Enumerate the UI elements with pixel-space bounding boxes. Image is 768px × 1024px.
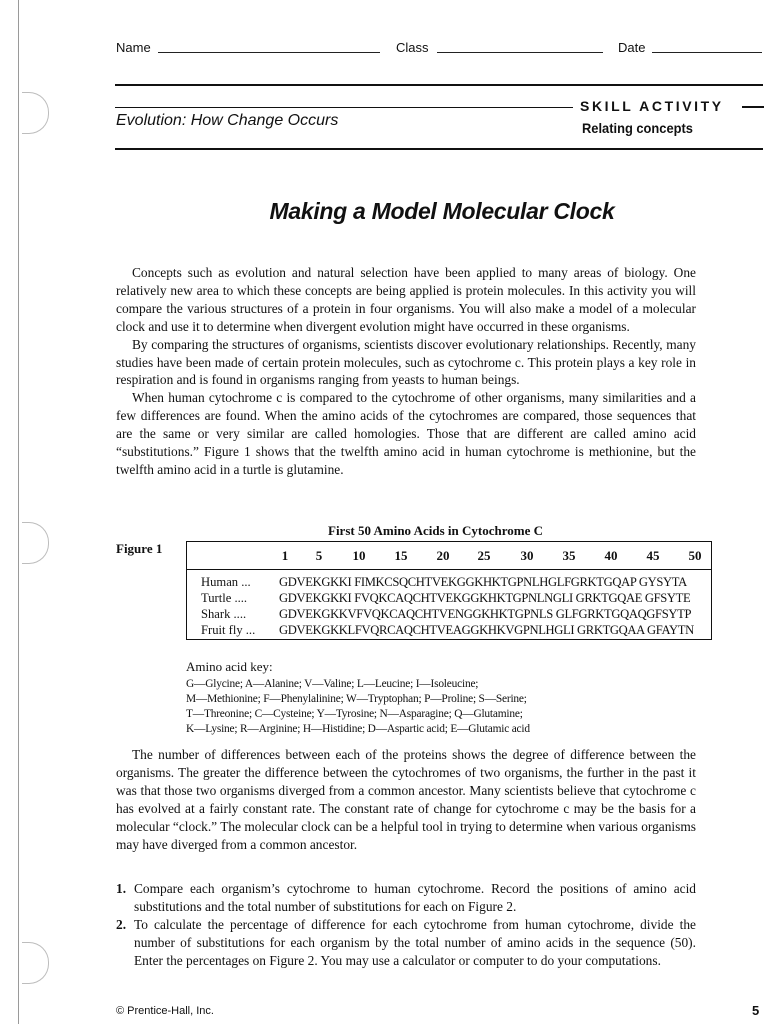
sequence: GDVEKGKKI FIMKCSQCHTVEKGGKHKTGPNLHGLFGRKTGQAP GYSYTA bbox=[279, 575, 687, 589]
step-number: 1. bbox=[116, 881, 127, 896]
sequence: GDVEKGKKVFVQKCAQCHTVENGGKHKTGPNLS GLFGRKTGQAQGFSYTP bbox=[279, 607, 692, 621]
key-line: M—Methionine; F—Phenylalinine; W—Tryptophan; P—Proline; S—Serine; bbox=[186, 693, 527, 705]
page-number: 5 bbox=[752, 1003, 760, 1018]
class-field[interactable] bbox=[437, 52, 603, 53]
column-number: 20 bbox=[436, 548, 450, 563]
instruction-steps bbox=[116, 880, 696, 970]
key-line: G—Glycine; A—Alanine; V—Valine; L—Leucine; I—Isoleucine; bbox=[186, 678, 479, 690]
organism-name: Fruit fly ... bbox=[201, 623, 256, 637]
key-line: K—Lysine; R—Arginine; H—Histidine; D—Aspartic acid; E—Glutamic acid bbox=[186, 723, 530, 735]
name-field[interactable] bbox=[158, 52, 380, 53]
skill-type: Relating concepts bbox=[582, 120, 693, 136]
paragraph: By comparing the structures of organisms, scientists discover evolutionary relationships. Recently, many studies have been made of certain protein molecules, such as cytochrome c. This protein plays a key role in respiration and is found in organisms ranging from yeasts to human beings. bbox=[116, 336, 696, 388]
header-rule bbox=[115, 84, 763, 86]
class-label: Class bbox=[396, 40, 429, 55]
organism-name: Human ... bbox=[201, 575, 251, 589]
column-number: 15 bbox=[394, 548, 408, 563]
body-text bbox=[116, 746, 696, 853]
column-number: 5 bbox=[315, 548, 323, 563]
sequence: GDVEKGKKLFVQRCAQCHTVEAGGKHKVGPNLHGLI GRKTGQAA GFAYTN bbox=[279, 623, 694, 637]
name-label: Name bbox=[116, 40, 151, 55]
page-title: Making a Model Molecular Clock bbox=[269, 198, 615, 224]
column-number: 1 bbox=[281, 548, 289, 563]
paragraph: When human cytochrome c is compared to the cytochrome of other organisms, many similarities and a few differences are found. When the amino acids of the cytochromes are compared, those sequences that are the same or very similar are called homologies. Those that are different are called amino acid “substitutions.” Figure 1 shows that the twelfth amino acid in human cytochrome is methionine, but the twelfth amino acid in a turtle is glutamine. bbox=[116, 390, 696, 477]
figure-title: First 50 Amino Acids in Cytochrome C bbox=[328, 523, 543, 538]
skill-activity-label: SKILL ACTIVITY bbox=[580, 98, 724, 114]
step-text: To calculate the percentage of difference for each cytochrome from human cytochrome, divide the number of substitutions for each organism by the total number of amino acids in the sequence (50). Enter the percentages on Figure 2. You may use a calculator or computer to do your computations. bbox=[134, 916, 696, 968]
column-number: 50 bbox=[688, 548, 702, 563]
organism-name: Shark .... bbox=[201, 607, 247, 621]
skill-dash bbox=[742, 106, 764, 108]
step-number: 2. bbox=[116, 916, 127, 932]
table-row bbox=[201, 574, 687, 590]
table-header-row bbox=[187, 542, 711, 570]
binding-margin-line bbox=[18, 0, 19, 1024]
intro-text bbox=[116, 264, 696, 479]
amino-acid-table bbox=[186, 541, 712, 640]
date-label: Date bbox=[618, 40, 646, 55]
punch-hole-shadow bbox=[22, 92, 49, 134]
amino-acid-key-heading: Amino acid key: bbox=[186, 659, 273, 674]
punch-hole-shadow bbox=[22, 942, 49, 984]
table-row bbox=[201, 590, 690, 606]
column-number: 10 bbox=[352, 548, 366, 563]
column-number: 30 bbox=[520, 548, 534, 563]
date-field[interactable] bbox=[652, 52, 762, 53]
table-row bbox=[201, 606, 691, 622]
paragraph: The number of differences between each of the proteins shows the degree of difference between the organisms. The greater the difference between the cytochromes of two organisms, the further in the past it was that those two organisms diverged from a common ancestor. Many scientists believe that cytochrome c has evolved at a fairly constant rate. The constant rate of change for cytochrome c may be the basis for a molecular “clock.” The molecular clock can be a helpful tool in trying to determine when various organisms may have diverged from a common ancestor. bbox=[116, 747, 696, 852]
step-text: Compare each organism’s cytochrome to human cytochrome. Record the positions of amino acid substitutions and the total number of substitutions for each on Figure 2. bbox=[134, 881, 696, 914]
column-number: 35 bbox=[562, 548, 576, 563]
copyright: © Prentice-Hall, Inc. bbox=[116, 1005, 214, 1017]
banner-top-rule bbox=[115, 107, 573, 108]
step-item bbox=[116, 880, 696, 916]
key-line: T—Threonine; C—Cysteine; Y—Tyrosine; N—Asparagine; Q—Glutamine; bbox=[186, 708, 523, 720]
table-row bbox=[201, 622, 694, 638]
paragraph: Concepts such as evolution and natural selection have been applied to many areas of biology. One relatively new area to which these concepts are being applied is protein molecules. In this activity you will compare the various structures of a protein in four organisms. You will also make a model of a molecular clock and use it to determine when divergent evolution might have occurred in these organisms. bbox=[116, 265, 696, 334]
punch-hole-shadow bbox=[22, 522, 49, 564]
banner-bottom-rule bbox=[115, 148, 763, 150]
column-number: 45 bbox=[646, 548, 660, 563]
organism-name: Turtle .... bbox=[201, 591, 248, 605]
figure-label: Figure 1 bbox=[116, 541, 163, 556]
unit-title: Evolution: How Change Occurs bbox=[116, 112, 339, 129]
step-item bbox=[116, 916, 696, 970]
column-number: 25 bbox=[477, 548, 491, 563]
column-number: 40 bbox=[604, 548, 618, 563]
sequence: GDVEKGKKI FVQKCAQCHTVEKGGKHKTGPNLNGLI GRKTGQAE GFSYTE bbox=[279, 591, 691, 605]
